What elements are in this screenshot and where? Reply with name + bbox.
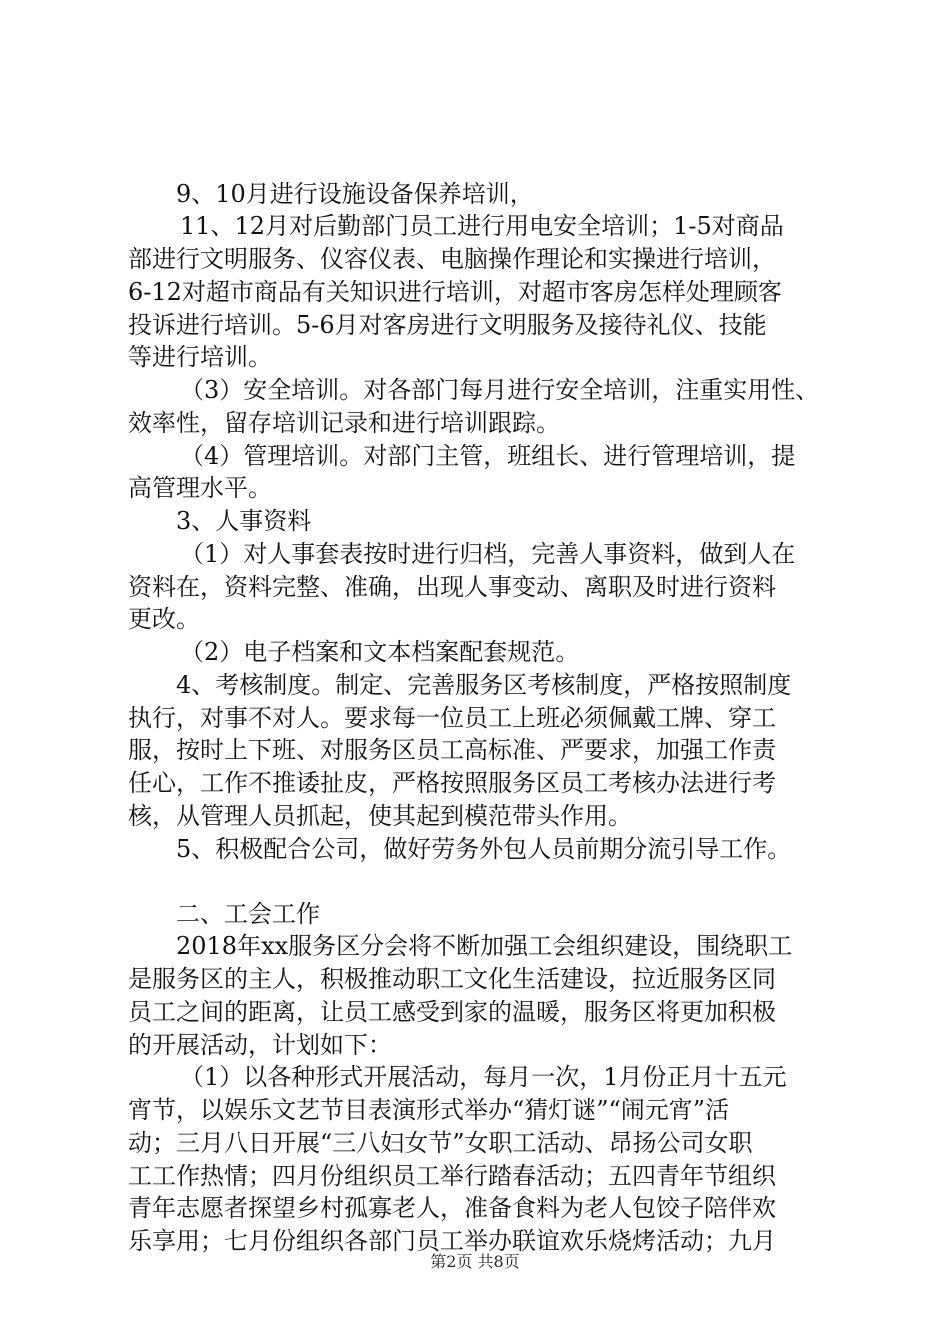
text-line: （4）管理培训。对部门主管，班组长、进行管理培训，提 [180,442,796,470]
section-heading: 3、人事资料 [176,507,312,535]
text-line: 任心，工作不推诿扯皮，严格按照服务区员工考核办法进行考 [128,769,776,797]
text-line: （2）电子档案和文本档案配套规范。 [180,638,580,666]
text-line: 5、积极配合公司，做好劳务外包人员前期分流引导工作。 [176,835,792,863]
text-line: 核，从管理人员抓起，使其起到模范带头作用。 [128,802,632,830]
text-line: 等进行培训。 [128,343,272,371]
text-line: 的开展活动，计划如下： [128,1031,392,1059]
page-number: 第2页 共8页 [430,1252,520,1271]
text-line: 宵节，以娱乐文艺节目表演形式举办“猜灯谜”“闹元宵”活 [128,1096,730,1124]
text-line: 6-12对超市商品有关知识进行培训，对超市客房怎样处理顾客 [128,278,782,306]
text-line: 11、12月对后勤部门员工进行用电安全培训；1-5对商品 [180,212,784,240]
text-line: 资料在，资料完整、准确，出现人事变动、离职及时进行资料 [128,573,776,601]
text-line: 高管理水平。 [128,474,272,502]
text-line: 乐享用；七月份组织各部门员工举办联谊欢乐烧烤活动；九月 [128,1227,776,1255]
text-line: （3）安全培训。对各部门每月进行安全培训，注重实用性、 [180,376,820,404]
text-line: 工工作热情；四月份组织员工举行踏春活动；五四青年节组织 [128,1162,776,1190]
text-line: 投诉进行培训。5-6月对客房进行文明服务及接待礼仪、技能 [128,311,767,339]
text-line: 2018年xx服务区分会将不断加强工会组织建设，围绕职工 [176,932,793,960]
text-line: 员工之间的距离，让员工感受到家的温暖，服务区将更加积极 [128,998,776,1026]
text-line: 4、考核制度。制定、完善服务区考核制度，严格按照制度 [176,671,792,699]
text-line: 部进行文明服务、仪容仪表、电脑操作理论和实操进行培训， [128,245,776,273]
text-line: 更改。 [128,605,200,633]
text-line: 服，按时上下班、对服务区员工高标准、严要求，加强工作责 [128,736,776,764]
text-line: 青年志愿者探望乡村孤寡老人，准备食料为老人包饺子陪伴欢 [128,1194,776,1222]
text-line: 效率性，留存培训记录和进行培训跟踪。 [128,409,560,437]
text-line: 是服务区的主人，积极推动职工文化生活建设，拉近服务区同 [128,965,776,993]
text-line: 动；三月八日开展“三八妇女节”女职工活动、昂扬公司女职 [128,1129,753,1157]
section-heading: 二、工会工作 [176,900,320,928]
text-line: 执行，对事不对人。要求每一位员工上班必须佩戴工牌、穿工 [128,704,776,732]
text-line: （1）对人事套表按时进行归档，完善人事资料，做到人在 [180,540,796,568]
text-line: （1）以各种形式开展活动，每月一次，1月份正月十五元 [180,1063,787,1091]
text-line: 9、10月进行设施设备保养培训， [176,180,534,208]
